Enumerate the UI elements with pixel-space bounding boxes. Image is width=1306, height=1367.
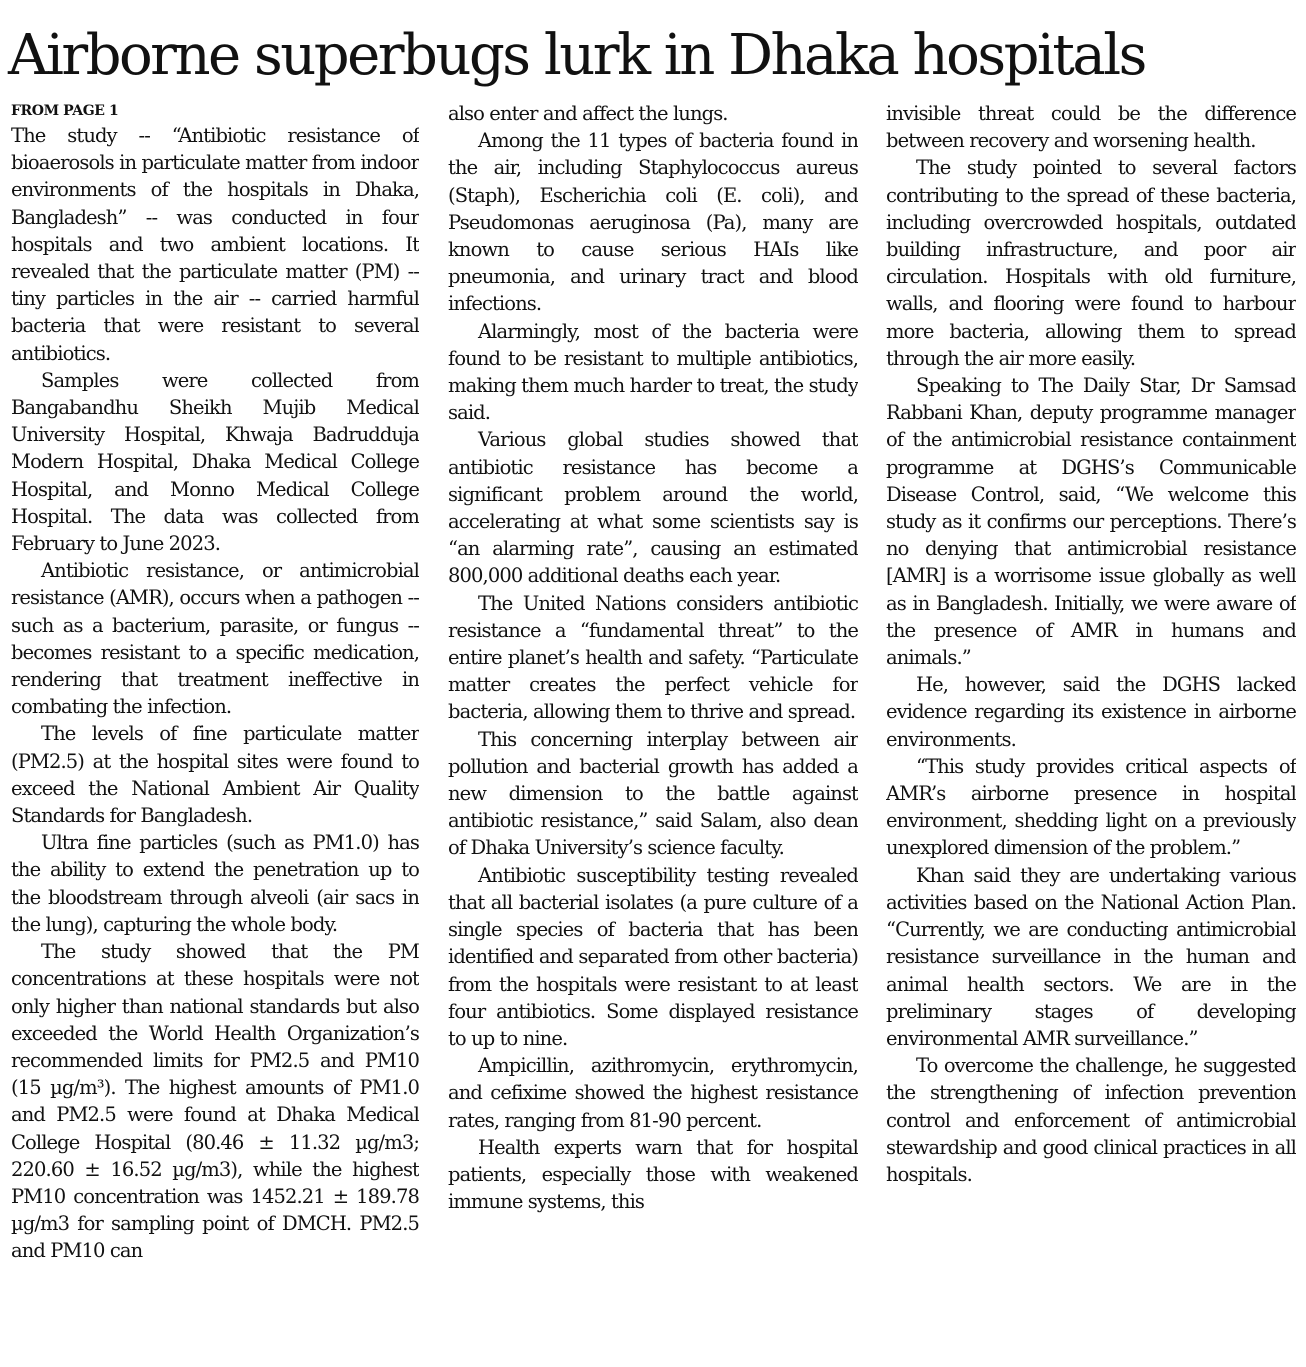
paragraph: Khan said they are undertaking various activities based on the National Action Plan. “Currently, we are conducting antimicrobial resistance surveillance in the human and animal health sectors. We are in the preliminary stages of developing environmental AMR surveillance.” [886, 863, 1296, 1050]
paragraph: He, however, said the DGHS lacked evidence regarding its existence in airborne environments. [886, 673, 1296, 751]
paragraph: Antibiotic susceptibility testing revealed that all bacterial isolates (a pure culture of a single species of bacteria that has been identified and separated from other bacteria) from the hospitals were resistant to at least four antibiotics. Some displayed resistance to up to nine. [448, 863, 858, 1050]
paragraph: Samples were collected from Bangabandhu Sheikh Mujib Medical University Hospital, Khwaja Badrudduja Modern Hospital, Dhaka Medical College Hospital, and Monno Medical College Hospital. The data was collected from February to June 2023. [11, 368, 419, 556]
paragraph: This concerning interplay between air pollution and bacterial growth has added a new dimension to the battle against antibiotic resistance,” said Salam, also dean of Dhaka University’s science faculty. [448, 727, 858, 860]
paragraph: Alarmingly, most of the bacteria were found to be resistant to multiple antibiotics, making them much harder to treat, the study said. [448, 319, 858, 425]
paragraph: The study -- “Antibiotic resistance of bioaerosols in particulate matter from indoor environments of the hospitals in Dhaka, Bangladesh” -- was conducted in four hospitals and two ambient locations. It revealed that the particulate matter (PM) -- tiny particles in the air -- carried harmful bacteria that were resistant to several antibiotics. [11, 124, 419, 365]
paragraph: The study showed that the PM concentrations at these hospitals were not only higher than national standards but also exceeded the World Health Organization’s recommended limits for PM2.5 and PM10 (15 µg/m³). The highest amounts of PM1.0 and PM2.5 were found at Dhaka Medical College Hospital (80.46 ± 11.32 µg/m3; 220.60 ± 16.52 µg/m3), while the highest PM10 concentration was 1452.21 ± 189.78 µg/m3 for sampling point of DMCH. PM2.5 and PM10 can [11, 940, 419, 1263]
article-column-1 [11, 100, 419, 1362]
paragraph: Ampicillin, azithromycin, erythromycin, and cefixime showed the highest resistance rates, ranging from 81-90 percent. [448, 1054, 858, 1132]
paragraph: The study pointed to several factors contributing to the spread of these bacteria, including overcrowded hospitals, outdated building infrastructure, and poor air circulation. Hospitals with old furniture, walls, and flooring were found to harbour more bacteria, allowing them to spread through the air more easily. [886, 156, 1296, 370]
paragraph: The United Nations considers antibiotic resistance a “fundamental threat” to the entire planet’s health and safety. “Particulate matter creates the perfect vehicle for bacteria, allowing them to thrive and spread. [448, 591, 858, 724]
paragraph: The levels of fine particulate matter (PM2.5) at the hospital sites were found to exceed the National Ambient Air Quality Standards for Bangladesh. [11, 722, 419, 828]
paragraph: also enter and affect the lungs. [448, 102, 728, 125]
paragraph: “This study provides critical aspects of AMR’s airborne presence in hospital environment, shedding light on a previously unexplored dimension of the problem.” [886, 754, 1296, 860]
paragraph: invisible threat could be the difference between recovery and worsening health. [886, 102, 1296, 153]
paragraph: Among the 11 types of bacteria found in the air, including Staphylococcus aureus (Staph), Escherichia coli (E. coli), and Pseudomonas aeruginosa (Pa), many are known to cause serious HAIs like pneumonia, and urinary tract and blood infections. [448, 129, 858, 316]
paragraph: Ultra fine particles (such as PM1.0) has the ability to extend the penetration up to the bloodstream through alveoli (air sacs in the lung), capturing the whole body. [11, 831, 419, 936]
paragraph: To overcome the challenge, he suggested the strengthening of infection prevention control and enforcement of antimicrobial stewardship and good clinical practices in all hospitals. [886, 1054, 1296, 1186]
paragraph: Speaking to The Daily Star, Dr Samsad Rabbani Khan, deputy programme manager of the antimicrobial resistance containment programme at DGHS’s Communicable Disease Control, said, “We welcome this study as it confirms our perceptions. There’s no denying that antimicrobial resistance [AMR] is a worrisome issue globally as well as in Bangladesh. Initially, we were aware of the presence of AMR in humans and animals.” [886, 374, 1296, 670]
jump-label: FROM PAGE 1 [11, 103, 119, 119]
article-column-2 [448, 100, 858, 1362]
paragraph: Various global studies showed that antibiotic resistance has become a significant problem around the world, accelerating at what some scientists say is “an alarming rate”, causing an estimated 800,000 additional deaths each year. [448, 428, 858, 588]
article-column-3 [886, 100, 1296, 1362]
paragraph: Health experts warn that for hospital patients, especially those with weakened immune systems, this [448, 1135, 858, 1214]
headline: Airborne superbugs lurk in Dhaka hospitals [8, 23, 1145, 88]
paragraph: Antibiotic resistance, or antimicrobial resistance (AMR), occurs when a pathogen -- such as a bacterium, parasite, or fungus -- becomes resistant to a specific medication, rendering that treatment ineffective in combating the infection. [11, 559, 419, 719]
